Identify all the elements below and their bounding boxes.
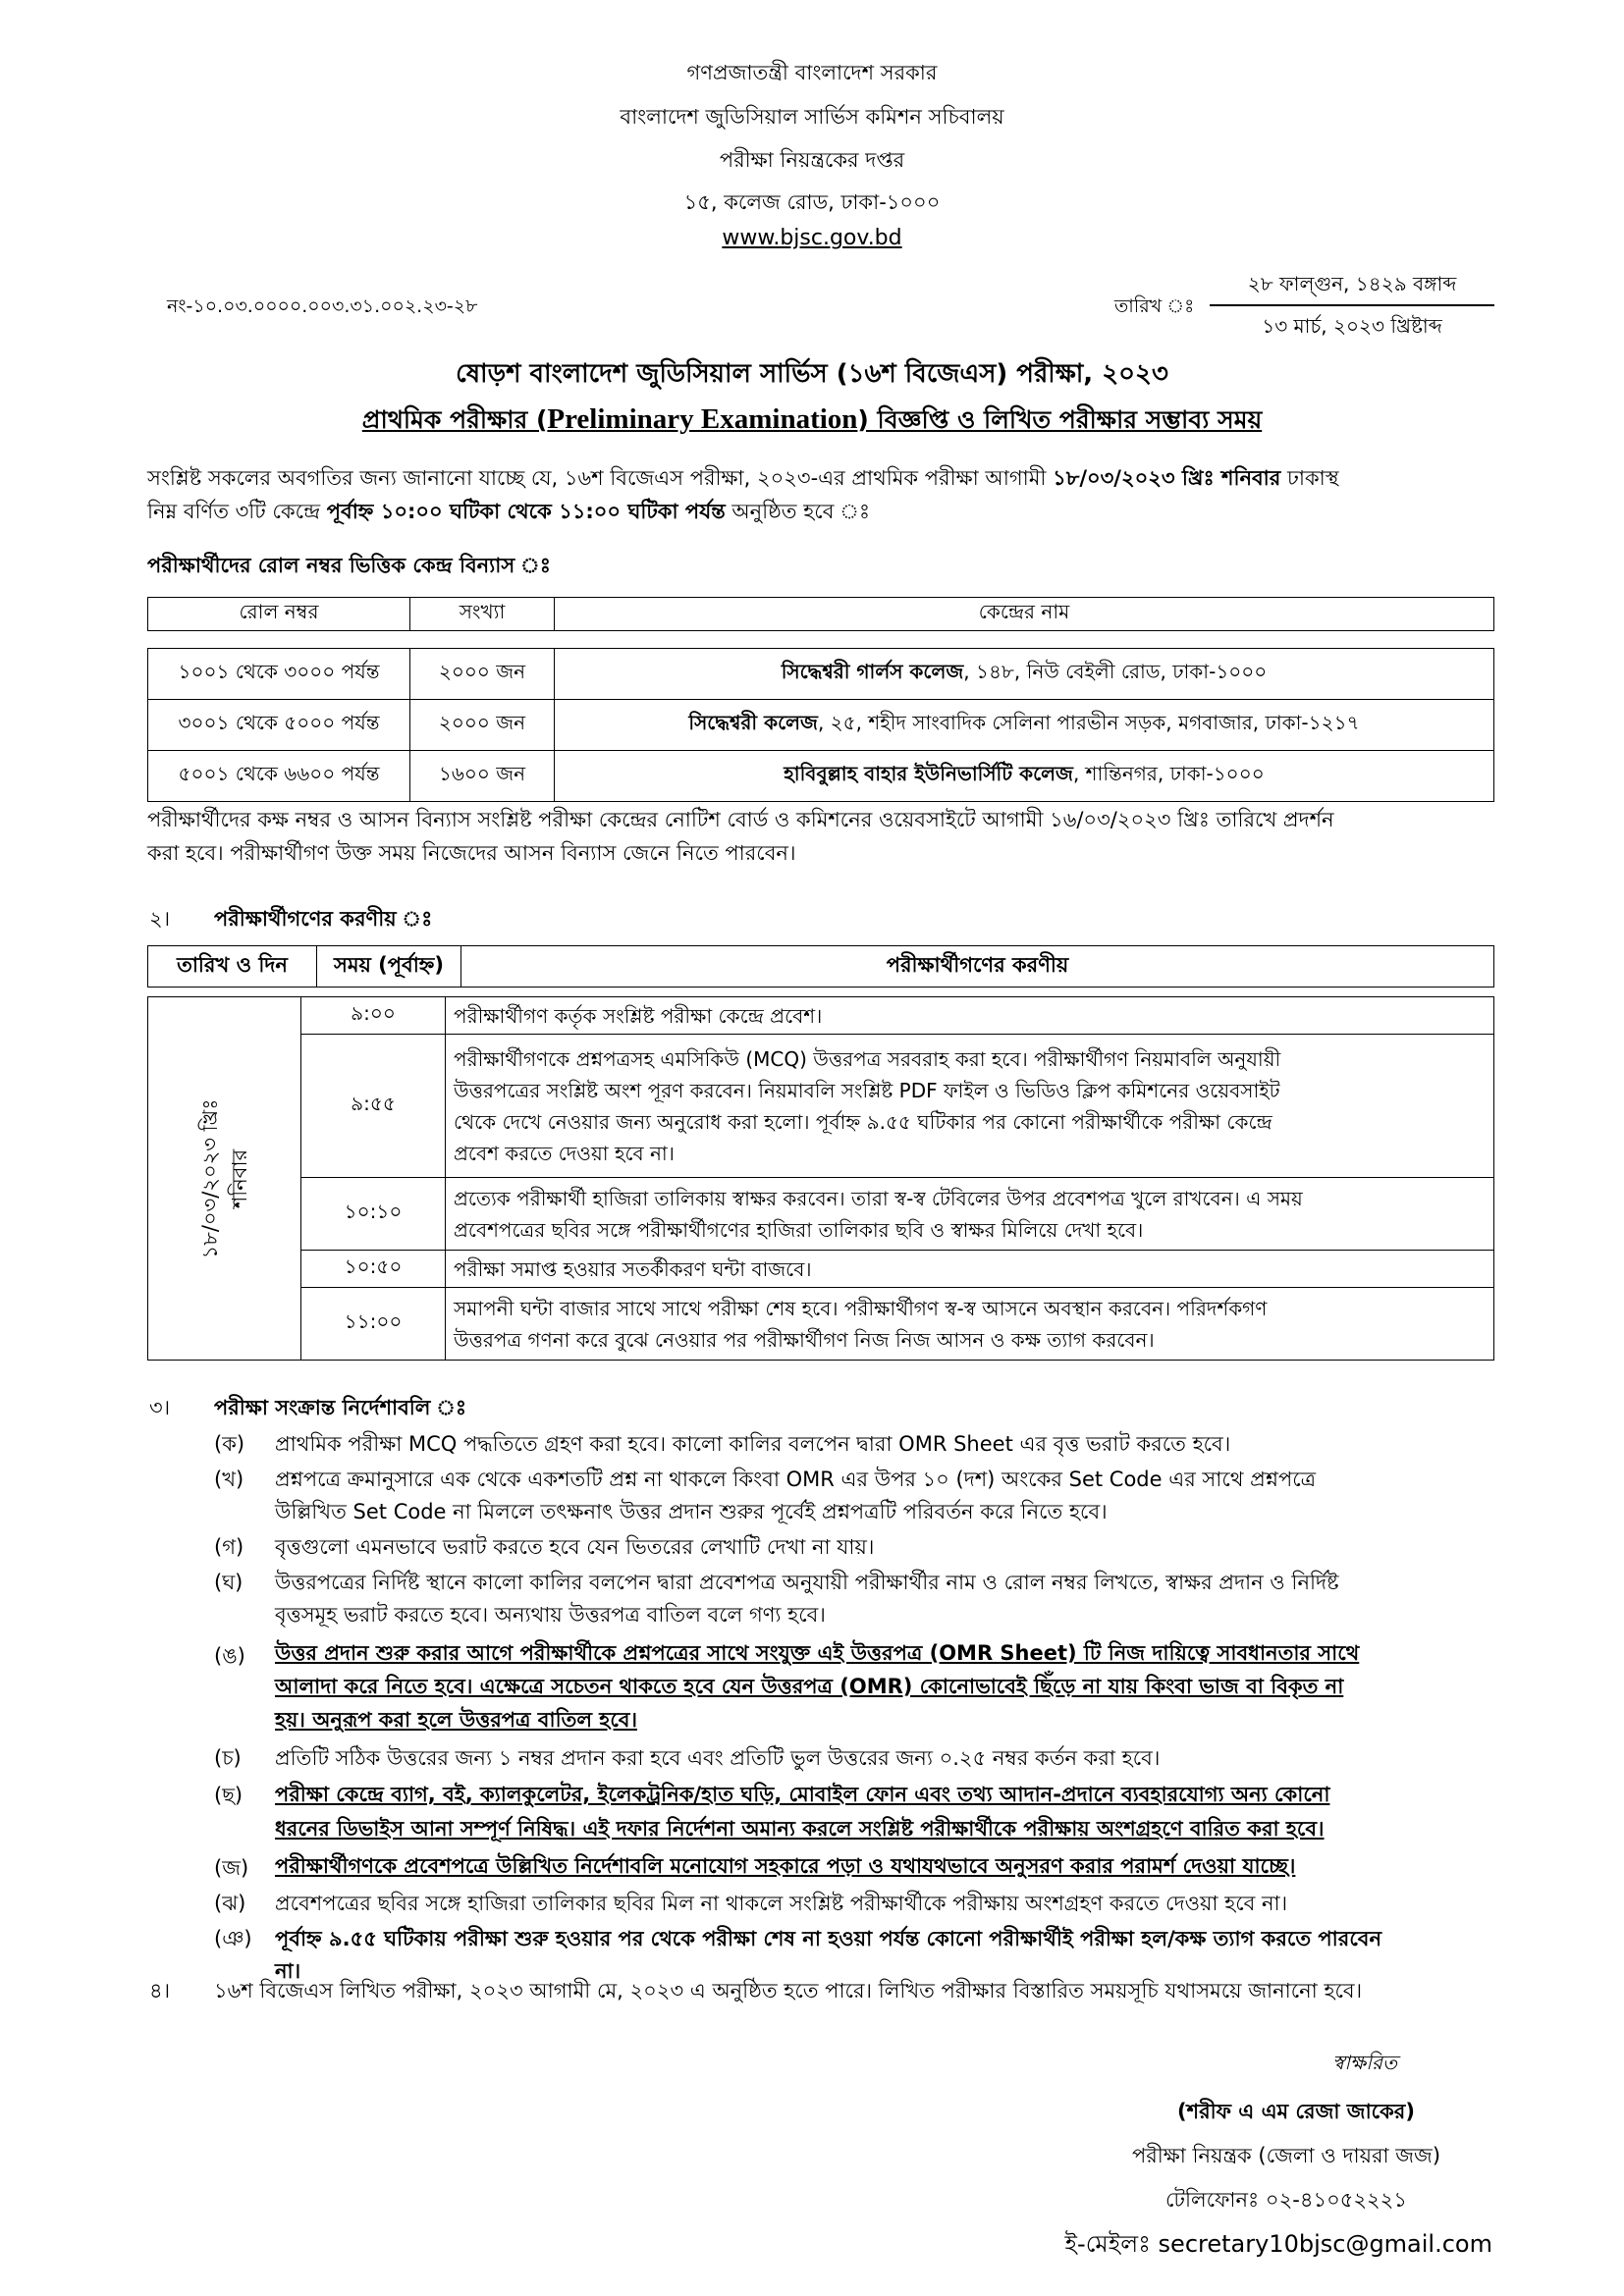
table-row: ৩০০১ থেকে ৫০০০ পর্যন্ত ২০০০ জন সিদ্ধেশ্বরী কলেজ, ২৫, শহীদ সাংবাদিক সেলিনা পারভীন সড়ক, মগবাজার, ঢাকা-১২১৭: [148, 700, 1494, 751]
col-roll-header: রোল নম্বর: [148, 598, 410, 631]
website-link[interactable]: www.bjsc.gov.bd: [722, 226, 902, 250]
office-name: পরীক্ষা নিয়ন্ত্রকের দপ্তর: [719, 148, 905, 172]
list-item: প্রতিটি সঠিক উত্তরের জন্য ১ নম্বর প্রদান করা হবে এবং প্রতিটি ভুল উত্তরের জন্য ০.২৫ নম্বর কর্তন করা হবে।: [275, 1746, 1161, 1770]
table-row: ১০:১০ প্রত্যেক পরীক্ষার্থী হাজিরা তালিকায় স্বাক্ষর করবেন। তারা স্ব-স্ব টেবিলের উপর প্রবেশপত্র খুলে রাখবেন। এ সময় প্রবেশপত্রের ছবির সঙ্গে পরীক্ষার্থীগণের হাজিরা তালিকার ছবি ও স্বাক্ষর মিলিয়ে দেখা হবে।: [148, 1178, 1494, 1251]
section2-number: ২।: [149, 907, 171, 931]
exam-date: ১৮/০৩/২০২৩ খ্রিঃ: [197, 1098, 222, 1258]
signatory-email[interactable]: ই-মেইলঃ secretary10bjsc@gmail.com: [1064, 2230, 1492, 2258]
list-item: পরীক্ষার্থীগণকে প্রবেশপত্রে উল্লিখিত নির্দেশাবলি মনোযোগ সহকারে পড়া ও যথাযথভাবে অনুসরণ করার পরামর্শ দেওয়া যাচ্ছে।: [275, 1854, 1296, 1878]
notice-title: ষোড়শ বাংলাদেশ জুডিসিয়াল সার্ভিস (১৬শ বিজেএস) পরীক্ষা, ২০২৩: [456, 359, 1168, 389]
section3-heading: পরীক্ষা সংক্রান্ত নির্দেশাবলি ঃ: [214, 1396, 467, 1419]
col-centre-header: কেন্দ্রের নাম: [555, 598, 1494, 631]
date-english: ১৩ মার্চ, ২০২৩ খ্রিষ্টাব্দ: [1262, 314, 1442, 338]
table-row: ৫০০১ থেকে ৬৬০০ পর্যন্ত ১৬০০ জন হাবিবুল্লাহ বাহার ইউনিভার্সিটি কলেজ, শান্তিনগর, ঢাকা-১০০০: [148, 751, 1494, 802]
signatory-phone: টেলিফোনঃ ০২-৪১০৫২২২১: [1165, 2188, 1407, 2212]
intro-line-2: নিম্ন বর্ণিত ৩টি কেন্দ্রে পূর্বাহ্ন ১০:০০ ঘটিকা থেকে ১১:০০ ঘটিকা পর্যন্ত অনুষ্ঠিত হবে ঃ: [147, 500, 871, 523]
intro-line-1: সংশ্লিষ্ট সকলের অবগতির জন্য জানানো যাচ্ছে যে, ১৬শ বিজেএস পরীক্ষা, ২০২৩-এর প্রাথমিক পরীক্ষা আগামী ১৮/০৩/২০২৩ খ্রিঃ শনিবার ঢাকাস্থ: [147, 466, 1339, 490]
memo-number: নং-১০.০৩.০০০০.০০৩.৩১.০০২.২৩-২৮: [167, 295, 478, 317]
intro-paragraph: [147, 461, 1494, 528]
notice-subtitle: [0, 400, 1624, 443]
office-address: ১৫, কলেজ রোড, ঢাকা-১০০০: [683, 190, 941, 214]
list-item: প্রশ্নপত্রে ক্রমানুসারে এক থেকে একশতটি প্রশ্ন না থাকলে কিংবা OMR এর উপর ১০ (দশ) অংকের Set Code এর সাথে প্রশ্নপত্রে উল্লিখিত Set Code না মিললে তৎক্ষনাৎ উত্তর প্রদান শুরুর পূর্বেই প্রশ্নপত্রটি পরিবর্তন করে নিতে হবে।: [275, 1468, 1317, 1523]
list-item: পূর্বাহ্ন ৯.৫৫ ঘটিকায় পরীক্ষা শুরু হওয়ার পর থেকে পরীক্ষা শেষ না হওয়া পর্যন্ত কোনো পরীক্ষার্থীই পরীক্ষা হল/কক্ষ ত্যাগ করতে পারবেন না।: [275, 1927, 1381, 1983]
exam-day: শনিবার: [227, 1148, 251, 1208]
secretariat-name: বাংলাদেশ জুডিসিয়াল সার্ভিস কমিশন সচিবালয়: [620, 105, 1004, 129]
seat-note: পরীক্ষার্থীদের কক্ষ নম্বর ও আসন বিন্যাস সংশ্লিষ্ট পরীক্ষা কেন্দ্রের নোটিশ বোর্ড ও কমিশনের ওয়েবসাইটে আগামী ১৬/০৩/২০২৩ খ্রিঃ তারিখে প্রদর্শন করা হবে। পরীক্ষার্থীগণ উক্ত সময় নিজেদের আসন বিন্যাস জেনে নিতে পারবেন।: [147, 808, 1334, 865]
govt-name: গণপ্রজাতন্ত্রী বাংলাদেশ সরকার: [686, 61, 938, 84]
date-bangla: ২৮ ফাল্গুন, ১৪২৯ বঙ্গাব্দ: [1247, 272, 1457, 295]
table-row: ১০০১ থেকে ৩০০০ পর্যন্ত ২০০০ জন সিদ্ধেশ্বরী গার্লস কলেজ, ১৪৮, নিউ বেইলী রোড, ঢাকা-১০০০: [148, 649, 1494, 700]
list-item: পরীক্ষা কেন্দ্রে ব্যাগ, বই, ক্যালকুলেটর, ইলেকট্রনিক/হাত ঘড়ি, মোবাইল ফোন এবং তথ্য আদান-প্রদানে ব্যবহারযোগ্য অন্য কোনো ধরনের ডিভাইস আনা সম্পূর্ণ নিষিদ্ধ। এই দফার নির্দেশনা অমান্য করলে সংশ্লিষ্ট পরীক্ষার্থীকে পরীক্ষায় অংশগ্রহণে বারিত করা হবে।: [275, 1783, 1330, 1841]
centre-table-header: [148, 598, 1494, 631]
col-duty-header: পরীক্ষার্থীগণের করণীয়: [461, 946, 1494, 988]
instructions-list: (ক) প্রাথমিক পরীক্ষা MCQ পদ্ধতিতে গ্রহণ করা হবে। কালো কালির বলপেন দ্বারা OMR Sheet এর বৃত্ত ভরাট করতে হবে। (খ) প্রশ্নপত্রে ক্রমানুসারে এক থেকে একশতটি প্রশ্ন না থাকলে কিংবা OMR এর উপর ১০ (দশ) অংকের Set Code এর সাথে প্রশ্নপত্রে উল্লিখিত Set Code না মিললে তৎক্ষনাৎ উত্তর প্রদান শুরুর পূর্বেই প্রশ্নপত্রটি পরিবর্তন করে নিতে হবে। (গ) বৃত্তগুলো এমনভাবে ভরাট করতে হবে যেন ভিতরের লেখাটি দেখা না যায়। (ঘ) উত্তরপত্রের নির্দিষ্ট স্থানে কালো কালির বলপেন দ্বারা প্রবেশপত্র অনুযায়ী পরীক্ষার্থীর নাম ও রোল নম্বর লিখতে, স্বাক্ষর প্রদান ও নির্দিষ্ট বৃত্তসমূহ ভরাট করতে হবে। অন্যথায় উত্তরপত্র বাতিল বলে গণ্য হবে। (ঙ) উত্তর প্রদান শুরু করার আগে পরীক্ষার্থীকে প্রশ্নপত্রের সাথে সংযুক্ত এই উত্তরপত্র (OMR Sheet) টি নিজ দায়িত্বে সাবধানতার সাথে আলাদা করে নিতে হবে। এক্ষেত্রে সচেতন থাকতে হবে যেন উত্তরপত্র (OMR) কোনোভাবেই ছিঁড়ে না যায় কিংবা ভাজ বা বিকৃত না হয়। অনুরূপ করা হলে উত্তরপত্র বাতিল হবে। (চ) প্রতিটি সঠিক উত্তরের জন্য ১ নম্বর প্রদান করা হবে এবং প্রতিটি ভুল উত্তরের জন্য ০.২৫ নম্বর কর্তন করা হবে। (ছ) পরীক্ষা কেন্দ্রে ব্যাগ, বই, ক্যালকুলেটর, ইলেকট্রনিক/হাত ঘড়ি, মোবাইল ফোন এবং তথ্য আদান-প্রদানে ব্যবহারযোগ্য অন্য কোনো ধরনের ডিভাইস আনা সম্পূর্ণ নিষিদ্ধ। এই দফার নির্দেশনা অমান্য করলে সংশ্লিষ্ট পরীক্ষার্থীকে পরীক্ষায় অংশগ্রহণে বারিত করা হবে। (জ) পরীক্ষার্থীগণকে প্রবেশপত্রে উল্লিখিত নির্দেশাবলি মনোযোগ সহকারে পড়া ও যথাযথভাবে অনুসরণ করার পরামর্শ দেওয়া যাচ্ছে। (ঝ) প্রবেশপত্রের ছবির সঙ্গে হাজিরা তালিকার ছবির মিল না থাকলে সংশ্লিষ্ট পরীক্ষার্থীকে পরীক্ষায় অংশগ্রহণ করতে দেওয়া হবে না। (ঞ) পূর্বাহ্ন ৯.৫৫ ঘটিকায় পরীক্ষা শুরু হওয়ার পর থেকে পরীক্ষা শেষ না হওয়া পর্যন্ত কোনো পরীক্ষার্থীই পরীক্ষা হল/কক্ষ ত্যাগ করতে পারবেন না।: [0, 1428, 1624, 1978]
table-row: ১১:০০ সমাপনী ঘন্টা বাজার সাথে সাথে পরীক্ষা শেষ হবে। পরীক্ষার্থীগণ স্ব-স্ব আসনে অবস্থান করবেন। পরিদর্শকগণ উত্তরপত্র গণনা করে বুঝে নেওয়ার পর পরীক্ষার্থীগণ নিজ নিজ আসন ও কক্ষ ত্যাগ করবেন।: [148, 1288, 1494, 1361]
section2-heading: পরীক্ষার্থীগণের করণীয় ঃ: [214, 907, 433, 931]
exam-date-cell: [148, 997, 301, 1361]
col-date-header: তারিখ ও দিন: [148, 946, 317, 988]
section4-text: ১৬শ বিজেএস লিখিত পরীক্ষা, ২০২৩ আগামী মে, ২০২৩ এ অনুষ্ঠিত হতে পারে। লিখিত পরীক্ষার বিস্তারিত সময়সূচি যথাসময়ে জানানো হবে।: [214, 1979, 1363, 2002]
col-time-header: সময় (পূর্বাহ্ন): [317, 946, 461, 988]
table-row: ১৮/০৩/২০২৩ খ্রিঃ শনিবার ৯:০০ পরীক্ষার্থীগণ কর্তৃক সংশ্লিষ্ট পরীক্ষা কেন্দ্রে প্রবেশ।: [148, 997, 1494, 1035]
subtitle-part-c: ) বিজ্ঞপ্তি ও লিখিত পরীক্ষার সম্ভাব্য সময়: [857, 405, 1263, 434]
table-row: ১০:৫০ পরীক্ষা সমাপ্ত হওয়ার সতর্কীকরণ ঘন্টা বাজবে।: [148, 1251, 1494, 1288]
centre-table: [147, 597, 1494, 802]
list-item: বৃত্তগুলো এমনভাবে ভরাট করতে হবে যেন ভিতরের লেখাটি দেখা না যায়।: [275, 1535, 875, 1559]
signatory-designation: পরীক্ষা নিয়ন্ত্রক (জেলা ও দায়রা জজ): [1131, 2144, 1441, 2167]
duties-table: [147, 996, 1494, 1361]
list-item: প্রাথমিক পরীক্ষা MCQ পদ্ধতিতে গ্রহণ করা হবে। কালো কালির বলপেন দ্বারা OMR Sheet এর বৃত্ত ভরাট করতে হবে।: [275, 1432, 1231, 1456]
signed-label: স্বাক্ষরিত: [1332, 2051, 1397, 2074]
subtitle-part-b: Preliminary Examination: [547, 403, 858, 435]
date-divider: [1210, 304, 1494, 306]
section3-number: ৩।: [149, 1396, 171, 1419]
centre-heading: পরীক্ষার্থীদের রোল নম্বর ভিত্তিক কেন্দ্র বিন্যাস ঃ: [147, 554, 551, 577]
list-item: প্রবেশপত্রের ছবির সঙ্গে হাজিরা তালিকার ছবির মিল না থাকলে সংশ্লিষ্ট পরীক্ষার্থীকে পরীক্ষায় অংশগ্রহণ করতে দেওয়া হবে না।: [275, 1892, 1288, 1915]
section4-number: ৪।: [149, 1979, 171, 2002]
subtitle-part-a: প্রাথমিক পরীক্ষার (: [361, 405, 548, 434]
date-label: তারিখ ঃ: [1114, 295, 1195, 317]
duties-table-header: [147, 945, 1494, 988]
list-item: উত্তর প্রদান শুরু করার আগে পরীক্ষার্থীকে প্রশ্নপত্রের সাথে সংযুক্ত এই উত্তরপত্র (OMR Sheet) টি নিজ দায়িত্বে সাবধানতার সাথে আলাদা করে নিতে হবে। এক্ষেত্রে সচেতন থাকতে হবে যেন উত্তরপত্র (OMR) কোনোভাবেই ছিঁড়ে না যায় কিংবা ভাজ বা বিকৃত না হয়। অনুরূপ করা হলে উত্তরপত্র বাতিল হবে।: [275, 1641, 1360, 1732]
list-item: উত্তরপত্রের নির্দিষ্ট স্থানে কালো কালির বলপেন দ্বারা প্রবেশপত্র অনুযায়ী পরীক্ষার্থীর নাম ও রোল নম্বর লিখতে, স্বাক্ষর প্রদান ও নির্দিষ্ট বৃত্তসমূহ ভরাট করতে হবে। অন্যথায় উত্তরপত্র বাতিল বলে গণ্য হবে।: [275, 1571, 1339, 1627]
col-count-header: সংখ্যা: [410, 598, 555, 631]
signatory-name: (শরীফ এ এম রেজা জাকের): [1177, 2100, 1415, 2123]
table-row: ৯:৫৫ পরীক্ষার্থীগণকে প্রশ্নপত্রসহ এমসিকিউ (MCQ) উত্তরপত্র সরবরাহ করা হবে। পরীক্ষার্থীগণ নিয়মাবলি অনুযায়ী উত্তরপত্রের সংশ্লিষ্ট অংশ পূরণ করবেন। নিয়মাবলি সংশ্লিষ্ট PDF ফাইল ও ভিডিও ক্লিপ কমিশনের ওয়েবসাইট থেকে দেখে নেওয়ার জন্য অনুরোধ করা হলো। পূর্বাহ্ন ৯.৫৫ ঘটিকার পর কোনো পরীক্ষার্থীকে পরীক্ষা কেন্দ্রে প্রবেশ করতে দেওয়া হবে না।: [148, 1035, 1494, 1178]
